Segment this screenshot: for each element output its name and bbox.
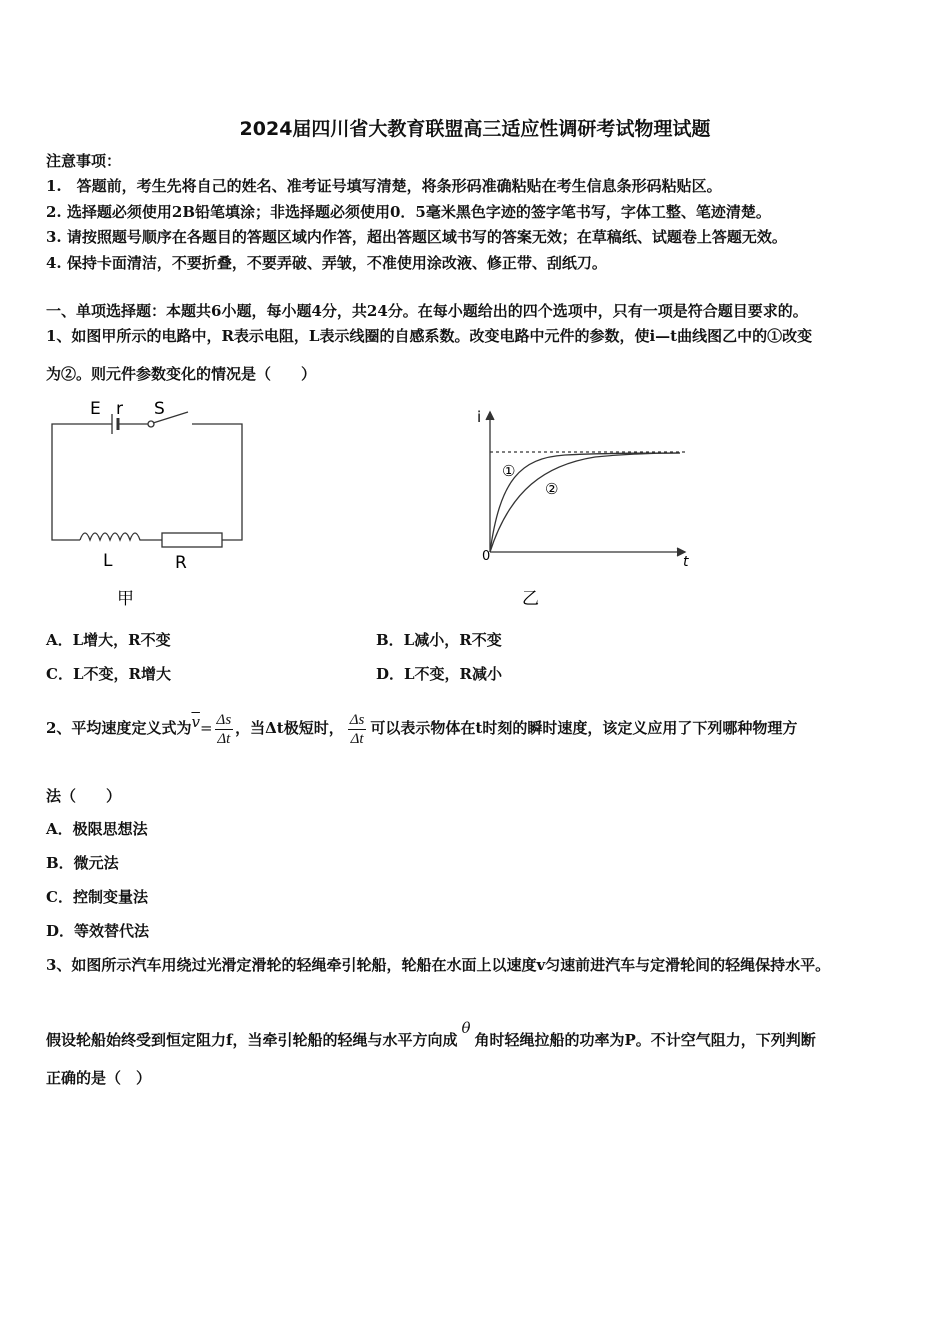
curve-1-label: ① [502, 462, 516, 480]
numerator: Δs [349, 711, 365, 728]
label-L: L [103, 551, 113, 571]
figure-caption: 乙 [522, 589, 539, 609]
numerator: Δs [216, 711, 232, 728]
x-axis-label: t [683, 554, 689, 570]
i-t-graph [465, 400, 705, 615]
section-heading: 一、单项选择题：本题共6小题，每小题4分，共24分。在每小题给出的四个选项中，只有一项是符合题目要求的。 [46, 302, 808, 320]
q3-text-b: 角时轻绳拉船的功率为P。不计空气阻力，下列判断 [474, 1031, 816, 1049]
denominator: Δt [350, 730, 364, 747]
curve-2 [490, 453, 680, 552]
note-item: 4. 保持卡面清洁，不要折叠，不要弄破、弄皱，不准使用涂改液、修正带、刮纸刀。 [46, 254, 607, 272]
question-2-text [46, 704, 797, 748]
option-b: B．L减小，R不变 [376, 631, 502, 649]
curve-2-label: ② [545, 480, 559, 498]
option-b: B．微元法 [46, 854, 119, 872]
question-1-text: 1、如图甲所示的电路中，R表示电阻，L表示线圈的自感系数。改变电路中元件的参数，使i—t曲线图乙中的①改变 [46, 327, 813, 345]
note-item: 3. 请按照题号顺序在各题目的答题区域内作答，超出答题区域书写的答案无效；在草稿纸、试题卷上答题无效。 [46, 228, 787, 246]
question-1-text: 为②。则元件参数变化的情况是（ ） [46, 365, 317, 383]
q3-text-a: 假设轮船始终受到恒定阻力f，当牵引轮船的轻绳与水平方向成 [46, 1031, 458, 1049]
question-3-text: 3、如图所示汽车用绕过光滑定滑轮的轻绳牵引轮船，轮船在水面上以速度v匀速前进汽车与定滑轮间的轻绳保持水平。 [46, 956, 831, 974]
question-3-text [46, 1018, 816, 1050]
equals: = [199, 719, 213, 737]
option-a: A．L增大，R不变 [46, 631, 171, 649]
note-item: 1. 答题前，考生先将自己的姓名、准考证号填写清楚，将条形码准确粘贴在考生信息条形码粘贴区。 [46, 177, 722, 195]
notes-heading: 注意事项： [46, 152, 122, 170]
curve-1 [490, 453, 680, 552]
option-a: A．极限思想法 [46, 820, 148, 838]
circuit-diagram [40, 390, 260, 615]
denominator: Δt [217, 730, 231, 747]
figure-caption: 甲 [117, 589, 134, 609]
option-c: C．控制变量法 [46, 888, 148, 906]
page-title: 2024届四川省大教育联盟高三适应性调研考试物理试题 [239, 118, 711, 140]
origin-label: 0 [482, 549, 491, 564]
label-R: R [175, 553, 187, 573]
label-E: E [90, 399, 101, 419]
option-d: D．等效替代法 [46, 922, 150, 940]
note-item: 2. 选择题必须使用2B铅笔填涂；非选择题必须使用0．5毫米黑色字迹的签字笔书写，字体工整、笔迹清楚。 [46, 203, 771, 221]
question-2-text: 法（ ） [46, 787, 122, 805]
theta: θ [461, 1019, 471, 1037]
label-S: S [154, 399, 165, 419]
q2-prefix: 2、平均速度定义式为 [46, 719, 192, 737]
fraction [215, 711, 234, 748]
label-r: r [116, 399, 123, 419]
question-3-text: 正确的是（ ） [46, 1069, 152, 1087]
fraction [348, 711, 367, 748]
option-d: D．L不变，R减小 [376, 665, 503, 683]
option-c: C．L不变，R增大 [46, 665, 171, 683]
q2-mid: ，当Δt极短时， [235, 719, 344, 737]
y-axis-label: i [477, 408, 482, 426]
v-bar: $\overline{v}$ [191, 713, 200, 731]
q2-suffix: 可以表示物体在t时刻的瞬时速度，该定义应用了下列哪种物理方 [370, 719, 798, 737]
